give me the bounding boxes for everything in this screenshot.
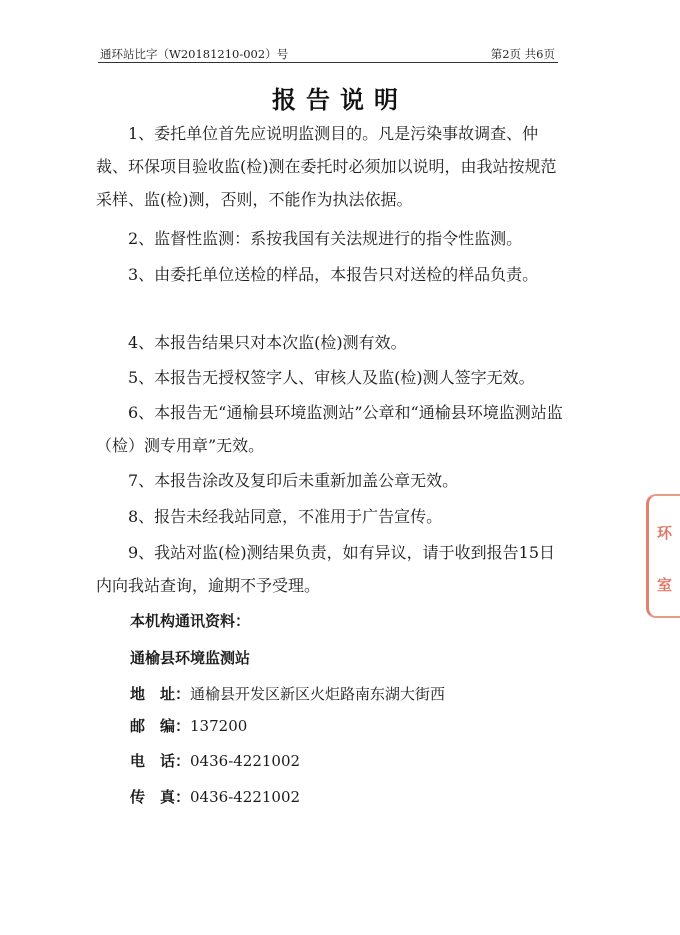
official-stamp-fragment [646,494,680,618]
notice-item-6: 6、本报告无“通榆县环境监测站”公章和“通榆县环境监测站监（检）测专用章”无效。 [96,403,563,455]
fax-label: 传 真： [130,788,191,806]
notice-item-1: 1、委托单位首先应说明监测目的。凡是污染事故调查、仲裁、环保项目验收监(检)测在委托时必须加以说明，由我站按规范采样、监(检)测，否则，不能作为执法依据。 [96,124,557,209]
postcode-row [130,715,560,736]
document-number: 通环站比字（W20181210-002）号 [100,47,289,61]
notice-item-7: 7、本报告涂改及复印后未重新加盖公章无效。 [128,471,459,490]
header-divider [98,62,558,63]
fax-row [130,786,560,807]
fax-value: 0436-4221002 [190,788,301,806]
notice-item-5: 5、本报告无授权签字人、审核人及监(检)测人签字无效。 [128,368,535,387]
address-label: 地 址： [130,685,191,703]
page-indicator: 第2页 共6页 [490,47,555,61]
stamp-char-2: 室 [657,576,673,594]
stamp-char-1: 环 [657,524,673,542]
notice-item-9: 9、我站对监(检)测结果负责，如有异议，请于收到报告15日内向我站查询，逾期不予受理。 [96,543,556,595]
org-name: 通榆县环境监测站 [130,649,251,667]
phone-value: 0436-4221002 [190,752,301,770]
postcode-label: 邮 编： [130,717,191,735]
phone-row [130,750,560,771]
page-title: 报告说明 [272,85,408,114]
notice-item-3: 3、由委托单位送检的样品，本报告只对送检的样品负责。 [128,265,539,284]
address-row [130,683,560,704]
contact-heading: 本机构通讯资料： [130,612,251,630]
address-value: 通榆县开发区新区火炬路南东湖大街西 [190,685,446,703]
phone-label: 电 话： [130,752,191,770]
notice-item-4: 4、本报告结果只对本次监(检)测有效。 [128,333,407,352]
notice-item-8: 8、报告未经我站同意，不准用于广告宣传。 [128,507,443,526]
notice-item-2: 2、监督性监测：系按我国有关法规进行的指令性监测。 [128,229,523,248]
postcode-value: 137200 [190,717,248,735]
